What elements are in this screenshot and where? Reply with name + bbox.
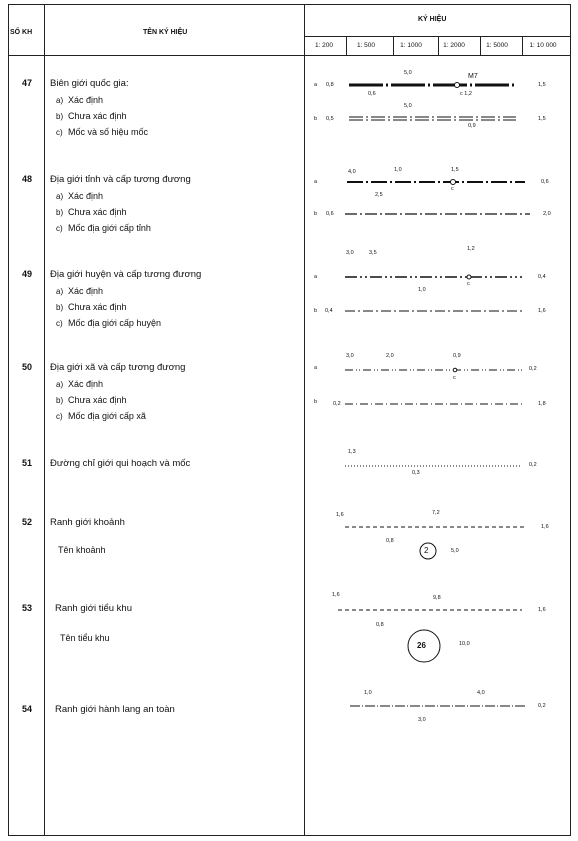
dimension-label: 0,5 [326, 116, 334, 122]
row-sub-item: c) Mốc địa giới cấp huyện [56, 318, 161, 328]
symbol-52 [345, 527, 525, 559]
dimension-label: 1,6 [336, 512, 344, 518]
row-sub-item: a) Xác định [56, 191, 104, 201]
marker-label: c [467, 281, 470, 287]
dimension-label: 3,0 [346, 353, 354, 359]
row-number: 53 [22, 603, 33, 613]
row-number: 51 [22, 458, 33, 468]
dimension-label: 1,0 [418, 287, 426, 293]
row-number: 48 [22, 174, 33, 184]
marker-label: c [453, 375, 456, 381]
row-number: 54 [22, 704, 33, 714]
dimension-label: 0,8 [376, 622, 384, 628]
dimension-label: 0,3 [412, 470, 420, 476]
symbol-53 [338, 610, 522, 662]
dimension-label: 1,2 [467, 246, 475, 252]
header-symbol: KÝ HIỆU [418, 16, 447, 23]
symbol-variant-label: a [314, 82, 318, 88]
row-sub-item: b) Chưa xác định [56, 207, 127, 217]
dimension-label: 0,8 [386, 538, 394, 544]
dimension-label: 0,2 [529, 462, 537, 468]
dimension-label: 4,0 [348, 169, 356, 175]
dimension-label: 1,6 [538, 308, 546, 314]
circle-label: 26 [417, 641, 426, 650]
dimension-label: 0,2 [538, 703, 546, 709]
dimension-label: 0,6 [326, 211, 334, 217]
row-extra: Tên khoảnh [58, 545, 106, 555]
row-title: Địa giới xã và cấp tương đương [50, 362, 186, 373]
marker-label: M7 [468, 73, 478, 80]
scale-label: 1: 1000 [400, 42, 422, 49]
dimension-label: 7,2 [432, 510, 440, 516]
symbol-48a [347, 180, 525, 185]
symbol-variant-label: b [314, 308, 318, 314]
dimension-label: 3,0 [346, 250, 354, 256]
symbol-variant-label: a [314, 179, 318, 185]
row-title: Địa giới tỉnh và cấp tương đương [50, 174, 191, 185]
dimension-label: 0,6 [541, 179, 549, 185]
scale-label: 1: 2000 [443, 42, 465, 49]
row-title: Địa giới huyện và cấp tương đương [50, 269, 202, 280]
dimension-label: 2,5 [375, 192, 383, 198]
row-sub-item: a) Xác định [56, 95, 104, 105]
row-sub-item: c) Mốc địa giới cấp xã [56, 411, 146, 421]
row-number: 49 [22, 269, 33, 279]
header-number: SỐ KH [10, 29, 33, 36]
circle-label: 2 [424, 546, 429, 555]
symbol-variant-label: b [314, 116, 318, 122]
scale-label: 1: 10 000 [529, 42, 557, 49]
row-sub-item: a) Xác định [56, 379, 104, 389]
symbol-variant-label: b [314, 211, 318, 217]
scale-label: 1: 500 [356, 42, 376, 49]
dimension-label: 1,6 [541, 524, 549, 530]
dimension-label: 5,0 [404, 103, 412, 109]
dimension-label: 0,4 [538, 274, 546, 280]
scale-label: 1: 200 [314, 42, 334, 49]
dimension-label: c 1,2 [460, 91, 472, 97]
dimension-label: 0,2 [333, 401, 341, 407]
symbol-50a [345, 368, 522, 372]
marker-label: c [451, 186, 454, 192]
dimension-label: 5,0 [451, 548, 459, 554]
symbol-variant-label: b [314, 399, 318, 405]
dimension-label: 10,0 [459, 641, 470, 647]
row-title: Ranh giới hành lang an toàn [55, 704, 175, 715]
dimension-label: 4,0 [477, 690, 485, 696]
symbol-variant-label: a [314, 274, 318, 280]
dimension-label: 1,0 [364, 690, 372, 696]
dimension-label: 0,8 [326, 82, 334, 88]
row-sub-item: a) Xác định [56, 286, 104, 296]
row-number: 52 [22, 517, 33, 527]
dimension-label: 0,9 [468, 123, 476, 129]
row-sub-item: b) Chưa xác định [56, 111, 127, 121]
dimension-label: 0,9 [453, 353, 461, 359]
dimension-label: 3,0 [418, 717, 426, 723]
scale-label: 1: 5000 [486, 42, 508, 49]
row-title: Đường chỉ giới qui hoạch và mốc [50, 458, 191, 469]
symbol-variant-label: a [314, 365, 318, 371]
row-title: Ranh giới khoảnh [50, 517, 125, 528]
dimension-label: 1,0 [394, 167, 402, 173]
dimension-label: 5,0 [404, 70, 412, 76]
row-sub-item: c) Mốc địa giới cấp tỉnh [56, 223, 151, 233]
row-title: Biên giới quốc gia: [50, 78, 129, 89]
dimension-label: 3,5 [369, 250, 377, 256]
row-number: 47 [22, 78, 33, 88]
dimension-label: 1,3 [348, 449, 356, 455]
dimension-label: 2,0 [386, 353, 394, 359]
dimension-label: 0,2 [529, 366, 537, 372]
row-sub-item: b) Chưa xác định [56, 302, 127, 312]
dimension-label: 1,5 [538, 82, 546, 88]
symbol-47b [349, 117, 516, 120]
dimension-label: 1,5 [538, 116, 546, 122]
dimension-label: 0,6 [368, 91, 376, 97]
row-sub-item: b) Chưa xác định [56, 395, 127, 405]
symbol-47a [349, 83, 516, 88]
dimension-label: 0,4 [325, 308, 333, 314]
dimension-label: 2,0 [543, 211, 551, 217]
dimension-label: 1,6 [538, 607, 546, 613]
row-extra: Tên tiểu khu [60, 633, 110, 643]
dimension-label: 9,8 [433, 595, 441, 601]
header-name: TÊN KÝ HIỆU [143, 29, 188, 36]
symbol-49a [345, 275, 522, 279]
row-sub-item: c) Mốc và số hiệu mốc [56, 127, 149, 137]
dimension-label: 1,6 [332, 592, 340, 598]
row-title: Ranh giới tiểu khu [55, 603, 132, 614]
dimension-label: 1,5 [451, 167, 459, 173]
dimension-label: 1,8 [538, 401, 546, 407]
row-number: 50 [22, 362, 33, 372]
